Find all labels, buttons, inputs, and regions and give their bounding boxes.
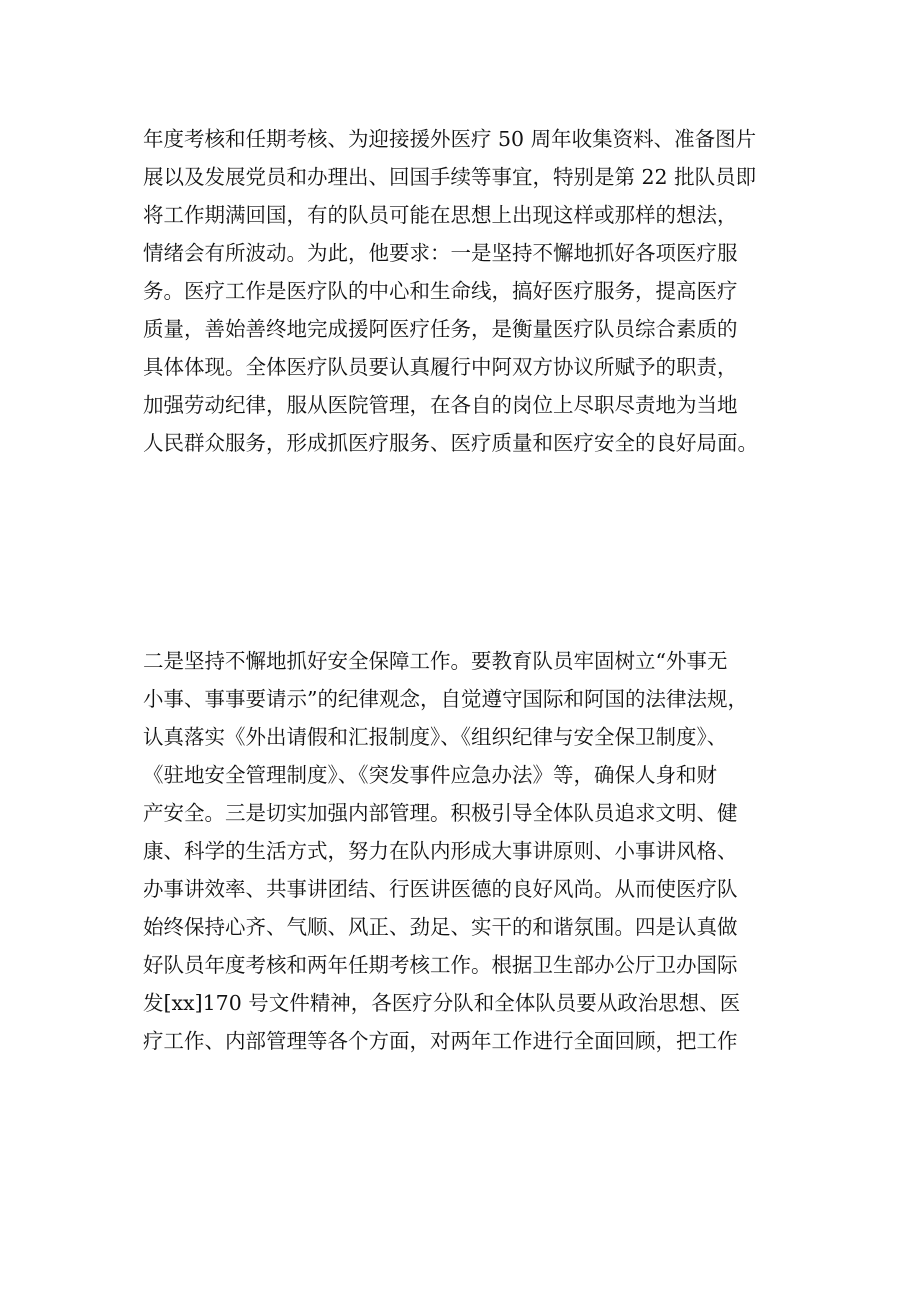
text-line: 质量，善始善终地完成援阿医疗任务，是衡量医疗队员综合素质的 — [143, 317, 738, 341]
text-line: 始终保持心齐、气顺、风正、劲足、实干的和谐氛围。四是认真做 — [143, 915, 738, 939]
text-line: 展以及发展党员和办理出、回国手续等事宜，特别是第 22 批队员即 — [143, 165, 757, 189]
text-line: 具体体现。全体医疗队员要认真履行中阿双方协议所赋予的职责， — [143, 355, 738, 379]
text-line: 《驻地安全管理制度》、《突发事件应急办法》等，确保人身和财 — [143, 763, 717, 787]
text-line: 年度考核和任期考核、为迎接援外医疗 50 周年收集资料、准备图片 — [143, 127, 757, 151]
text-line: 发[xx]170 号文件精神，各医疗分队和全体队员要从政治思想、医 — [143, 991, 741, 1015]
text-line: 加强劳动纪律，服从医院管理，在各自的岗位上尽职尽责地为当地 — [143, 393, 738, 417]
text-line: 好队员年度考核和两年任期考核工作。根据卫生部办公厅卫办国际 — [143, 953, 738, 977]
text-line: 情绪会有所波动。为此，他要求：一是坚持不懈地抓好各项医疗服 — [143, 241, 738, 265]
text-line: 认真落实《外出请假和汇报制度》、《组织纪律与安全保卫制度》、 — [143, 725, 728, 749]
text-line: 务。医疗工作是医疗队的中心和生命线，搞好医疗服务，提高医疗 — [143, 279, 738, 303]
text-line: 康、科学的生活方式，努力在队内形成大事讲原则、小事讲风格、 — [143, 839, 738, 863]
text-line: 办事讲效率、共事讲团结、行医讲医德的良好风尚。从而使医疗队 — [143, 877, 738, 901]
text-line: 疗工作、内部管理等各个方面，对两年工作进行全面回顾，把工作 — [143, 1029, 738, 1053]
text-line: 将工作期满回国，有的队员可能在思想上出现这样或那样的想法， — [143, 203, 738, 227]
paragraph-1 — [143, 120, 783, 462]
text-line: 人民群众服务，形成抓医疗服务、医疗质量和医疗安全的良好局面。 — [143, 431, 758, 455]
text-line: 产安全。三是切实加强内部管理。积极引导全体队员追求文明、健 — [143, 801, 738, 825]
text-line: 二是坚持不懈地抓好安全保障工作。要教育队员牢固树立“外事无 — [143, 649, 728, 673]
paragraph-2 — [143, 642, 783, 1060]
text-line: 小事、事事要请示”的纪律观念，自觉遵守国际和阿国的法律法规， — [143, 687, 748, 711]
